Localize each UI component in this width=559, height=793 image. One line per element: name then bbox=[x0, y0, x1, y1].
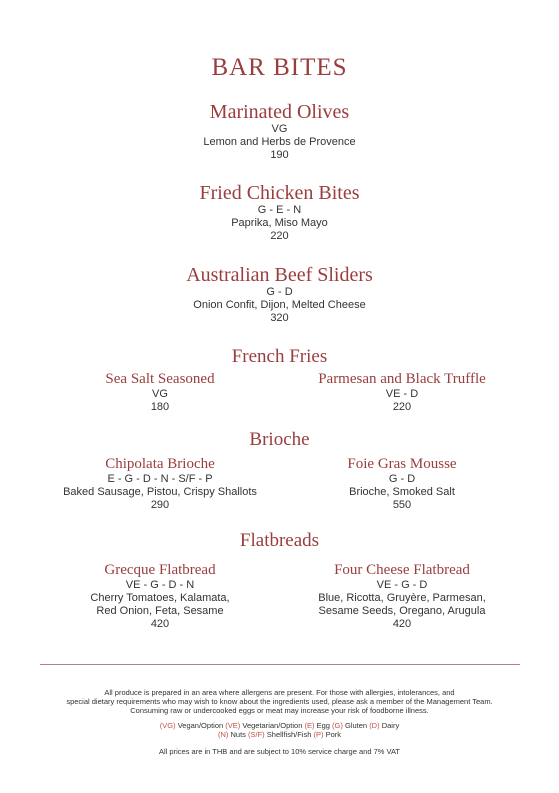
item-description: Lemon and Herbs de Provence bbox=[203, 136, 356, 148]
allergen-notice-line: special dietary requirements who may wish to know about the ingredients used, please ask a member of the Management Team. bbox=[66, 697, 493, 706]
menu-item-four-cheese-flatbread bbox=[272, 562, 532, 631]
item-price: 180 bbox=[150, 401, 170, 413]
legend-row bbox=[20, 730, 539, 739]
item-name: Chipolata Brioche bbox=[105, 456, 215, 472]
menu-item-grecque-flatbread bbox=[30, 562, 290, 631]
prices-note: All prices are in THB and are subject to 10% service charge and 7% VAT bbox=[159, 747, 400, 756]
item-description: Blue, Ricotta, Gruyère, Parmesan, bbox=[318, 592, 486, 604]
item-tags: VG bbox=[152, 388, 168, 400]
legend-label: Shellfish/Fish bbox=[266, 730, 312, 739]
section-title-french-fries: French Fries bbox=[231, 346, 328, 367]
item-price: 290 bbox=[150, 499, 170, 511]
item-tags: VG bbox=[271, 123, 288, 135]
menu-item-foie-gras-mousse bbox=[272, 456, 532, 512]
menu-item-parmesan-black-truffle bbox=[272, 371, 532, 414]
legend-code: (VG) bbox=[159, 721, 176, 730]
item-description: Paprika, Miso Mayo bbox=[231, 217, 328, 229]
legend-label: Vegan/Option bbox=[177, 721, 224, 730]
item-tags: VE - G - D - N bbox=[125, 579, 195, 591]
legend-code: (S/F) bbox=[248, 730, 265, 739]
item-tags: VE - D bbox=[385, 388, 419, 400]
legend-label: Gluten bbox=[344, 721, 368, 730]
legend-code: (N) bbox=[217, 730, 229, 739]
section-title-brioche: Brioche bbox=[249, 429, 310, 450]
item-name: Four Cheese Flatbread bbox=[334, 562, 470, 578]
page-title: BAR BITES bbox=[211, 53, 348, 81]
item-price: 550 bbox=[392, 499, 412, 511]
item-tags: G - D bbox=[266, 286, 293, 298]
item-price: 220 bbox=[392, 401, 412, 413]
item-description: Red Onion, Feta, Sesame bbox=[96, 605, 224, 617]
legend-code: (E) bbox=[304, 721, 315, 730]
legend-code: (P) bbox=[313, 730, 324, 739]
item-price: 420 bbox=[392, 618, 412, 630]
legend-code: (D) bbox=[369, 721, 380, 730]
item-name: Australian Beef Sliders bbox=[186, 264, 373, 286]
dietary-legend bbox=[20, 721, 539, 739]
menu-item-australian-beef-sliders bbox=[0, 264, 559, 325]
item-price: 320 bbox=[270, 312, 289, 324]
item-tags: E - G - D - N - S/F - P bbox=[107, 473, 213, 485]
allergen-notice bbox=[20, 688, 539, 715]
legend-row bbox=[20, 721, 539, 730]
item-name: Sea Salt Seasoned bbox=[105, 371, 215, 387]
item-price: 420 bbox=[150, 618, 170, 630]
item-name: Foie Gras Mousse bbox=[347, 456, 457, 472]
legend-code: (G) bbox=[332, 721, 343, 730]
item-name: Marinated Olives bbox=[209, 101, 350, 123]
menu-item-sea-salt-seasoned bbox=[30, 371, 290, 414]
legend-label: Pork bbox=[325, 730, 341, 739]
legend-label: Nuts bbox=[230, 730, 246, 739]
allergen-notice-line: All produce is prepared in an area where allergens are present. For those with allergies, intolerances, and bbox=[104, 688, 455, 697]
divider bbox=[40, 664, 520, 665]
item-name: Grecque Flatbread bbox=[104, 562, 216, 578]
item-tags: G - E - N bbox=[257, 204, 302, 216]
item-price: 190 bbox=[270, 149, 289, 161]
menu-item-fried-chicken-bites bbox=[0, 182, 559, 243]
item-description: Sesame Seeds, Oregano, Arugula bbox=[318, 605, 486, 617]
item-description: Onion Confit, Dijon, Melted Cheese bbox=[193, 299, 366, 311]
legend-label: Egg bbox=[316, 721, 330, 730]
section-title-flatbreads: Flatbreads bbox=[239, 530, 320, 551]
legend-label: Vegetarian/Option bbox=[242, 721, 303, 730]
item-description: Baked Sausage, Pistou, Crispy Shallots bbox=[63, 486, 257, 498]
item-name: Fried Chicken Bites bbox=[199, 182, 360, 204]
item-tags: VE - G - D bbox=[376, 579, 428, 591]
menu-item-chipolata-brioche bbox=[30, 456, 290, 512]
legend-code: (VE) bbox=[225, 721, 241, 730]
item-tags: G - D bbox=[388, 473, 416, 485]
item-description: Brioche, Smoked Salt bbox=[349, 486, 455, 498]
item-name: Parmesan and Black Truffle bbox=[318, 371, 486, 387]
allergen-notice-line: Consuming raw or undercooked eggs or meat may increase your risk of foodborne illness. bbox=[130, 706, 429, 715]
menu-item-marinated-olives bbox=[0, 101, 559, 162]
item-price: 220 bbox=[270, 230, 289, 242]
item-description: Cherry Tomatoes, Kalamata, bbox=[90, 592, 230, 604]
legend-label: Dairy bbox=[381, 721, 400, 730]
